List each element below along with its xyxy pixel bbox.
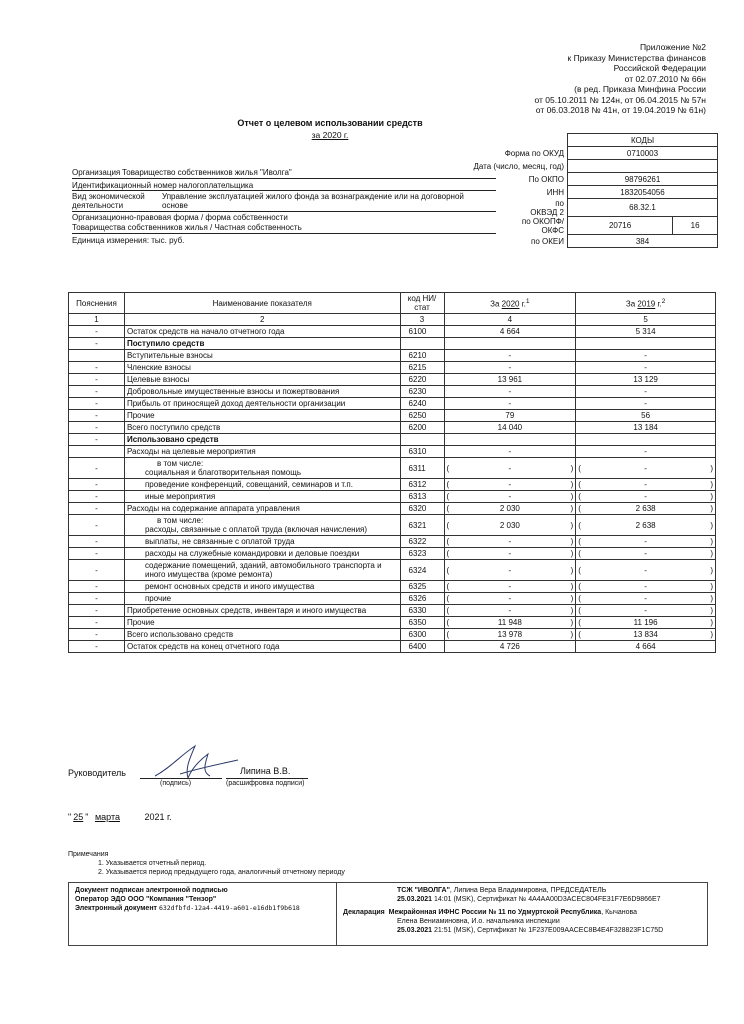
value-2020: ( 2 030 ) [444, 503, 576, 515]
row-note: - [69, 410, 125, 422]
row-note: - [69, 641, 125, 653]
row-note [69, 446, 125, 458]
value-2020: ( - ) [444, 581, 576, 593]
edo-signature-box [68, 882, 708, 946]
row-code: 6400 [400, 641, 444, 653]
row-code: 6325 [400, 581, 444, 593]
value-2019: ( - ) [576, 491, 716, 503]
value-2020: 13 961 [444, 374, 576, 386]
row-note: - [69, 629, 125, 641]
row-note: - [69, 362, 125, 374]
table-row [69, 326, 716, 338]
row-note: - [69, 593, 125, 605]
value-2020: 79 [444, 410, 576, 422]
row-name: Целевые взносы [124, 374, 400, 386]
okopf-label: по ОКОПФ/ ОКФС [521, 216, 564, 235]
note-1: 1. Указывается отчетный период. [98, 860, 207, 867]
edo-doc-id: Электронный документ 632dfbfd-12a4-4419-a601-e16db1f9b618 [75, 904, 300, 912]
row-name: Прочие [124, 617, 400, 629]
value-2019 [576, 338, 716, 350]
row-name: Использовано средств [124, 434, 400, 446]
row-code: 6100 [400, 326, 444, 338]
row-code: 6210 [400, 350, 444, 362]
row-code [400, 434, 444, 446]
value-2020: - [444, 362, 576, 374]
okved-label: по ОКВЭД 2 [530, 198, 564, 217]
table-row [69, 605, 716, 617]
row-code: 6350 [400, 617, 444, 629]
value-2020: ( 11 948 ) [444, 617, 576, 629]
row-note: - [69, 617, 125, 629]
table-row [69, 338, 716, 350]
value-2020: - [444, 386, 576, 398]
edo-signer-1: ТСЖ "ИВОЛГА", Липина Вера Владимировна, ПРЕДСЕДАТЕЛЬ [397, 887, 607, 894]
value-2020: ( - ) [444, 458, 576, 479]
okud-code: 0710003 [568, 147, 718, 160]
value-2020: ( 2 030 ) [444, 515, 576, 536]
row-name: в том числе: социальная и благотворительная помощь [124, 458, 400, 479]
row-name: Остаток средств на начало отчетного года [124, 326, 400, 338]
note-2: 2. Указывается период предыдущего года, аналогичный отчетному периоду [98, 869, 345, 876]
row-name: Всего использовано средств [124, 629, 400, 641]
value-2019: ( 2 638 ) [576, 503, 716, 515]
row-code: 6310 [400, 446, 444, 458]
row-name: прочие [124, 593, 400, 605]
value-2020: - [444, 350, 576, 362]
header-line: от 06.03.2018 № 41н, от 19.04.2019 № 61н) [535, 105, 706, 115]
row-note: - [69, 536, 125, 548]
codes-header: КОДЫ [568, 134, 718, 147]
col-2020: За 2020 г.$^1$ [444, 293, 576, 314]
row-note: - [69, 458, 125, 479]
row-note: - [69, 581, 125, 593]
value-2020 [444, 434, 576, 446]
row-name: расходы на служебные командировки и деловые поездки [124, 548, 400, 560]
table-row [69, 386, 716, 398]
row-note: - [69, 422, 125, 434]
org-value: Товарищество собственников жилья "Иволга" [122, 168, 292, 177]
value-2019: ( - ) [576, 458, 716, 479]
col-notes: Пояснения [69, 293, 125, 314]
row-code: 6240 [400, 398, 444, 410]
value-2020: ( - ) [444, 605, 576, 617]
row-code: 6250 [400, 410, 444, 422]
value-2019: - [576, 398, 716, 410]
table-row [69, 641, 716, 653]
row-name: Всего поступило средств [124, 422, 400, 434]
unit-label: Единица измерения: тыс. руб. [72, 236, 185, 245]
value-2019: - [576, 446, 716, 458]
notes [68, 850, 345, 877]
table-row [69, 374, 716, 386]
row-code [400, 338, 444, 350]
table-row [69, 410, 716, 422]
row-code: 6313 [400, 491, 444, 503]
edo-signer-1-date: 25.03.2021 14:01 (MSK), Сертификат № 4A4AA00D3ACEC804FE31F7E6D9866E7 [397, 896, 661, 903]
row-code: 6330 [400, 605, 444, 617]
row-name: Расходы на содержание аппарата управления [124, 503, 400, 515]
inn-code: 1832054056 [568, 186, 718, 199]
okpo-label: По ОКПО [528, 174, 564, 184]
value-2020: - [444, 398, 576, 410]
value-2019: ( 13 834 ) [576, 629, 716, 641]
value-2020: 14 040 [444, 422, 576, 434]
table-row [69, 581, 716, 593]
row-code: 6230 [400, 386, 444, 398]
table-row [69, 548, 716, 560]
table-row [69, 479, 716, 491]
row-note: - [69, 479, 125, 491]
okved-code: 68.32.1 [568, 199, 718, 217]
table-header-row [69, 293, 716, 314]
value-2020: ( - ) [444, 479, 576, 491]
row-code: 6200 [400, 422, 444, 434]
row-code: 6320 [400, 503, 444, 515]
row-name: Приобретение основных средств, инвентаря и иного имущества [124, 605, 400, 617]
col-name: Наименование показателя [124, 293, 400, 314]
edo-signer-2: Декларация Межрайонная ИФНС России № 11 по Удмуртской Республика, Кычанова [343, 909, 638, 916]
table-row [69, 515, 716, 536]
value-2020: ( - ) [444, 548, 576, 560]
inn-full-label: Идентификационный номер налогоплательщика [72, 181, 254, 190]
value-2019: ( - ) [576, 479, 716, 491]
value-2020: ( - ) [444, 560, 576, 581]
row-name: Вступительные взносы [124, 350, 400, 362]
header-line: от 05.10.2011 № 124н, от 06.04.2015 № 57н [534, 94, 706, 105]
header-line: от 02.07.2010 № 66н [624, 73, 706, 84]
table-row [69, 350, 716, 362]
row-code: 6215 [400, 362, 444, 374]
value-2019: ( - ) [576, 548, 716, 560]
row-note: - [69, 548, 125, 560]
value-2019: ( - ) [576, 560, 716, 581]
value-2019 [576, 434, 716, 446]
sign-date: " 25 " марта 2021 г. [68, 812, 172, 822]
value-2019: 13 184 [576, 422, 716, 434]
value-2020: - [444, 446, 576, 458]
table-number-row: 1 2 3 4 5 [69, 314, 716, 326]
row-name: Расходы на целевые мероприятия [124, 446, 400, 458]
org-label: Организация [72, 168, 121, 177]
row-code: 6311 [400, 458, 444, 479]
table-row [69, 503, 716, 515]
edo-signed: Документ подписан электронной подписью [75, 887, 228, 894]
value-2019: 56 [576, 410, 716, 422]
inn-label: ИНН [546, 187, 564, 197]
col-code: код НИ/ стат [400, 293, 444, 314]
table-row [69, 593, 716, 605]
value-2019: 5 314 [576, 326, 716, 338]
signer-name: Липина В.В. [240, 766, 291, 776]
row-code: 6220 [400, 374, 444, 386]
value-2019: ( - ) [576, 536, 716, 548]
row-name: выплаты, не связанные с оплатой труда [124, 536, 400, 548]
row-note: - [69, 326, 125, 338]
row-name: Добровольные имущественные взносы и пожертвования [124, 386, 400, 398]
table-row [69, 398, 716, 410]
edo-signer-2-name: Елена Вениаминовна, И.о. начальника инспекции [397, 918, 560, 925]
header-line: Приложение №2 [639, 42, 706, 52]
sign-caption: (подпись) [160, 780, 192, 787]
value-2019: - [576, 362, 716, 374]
report-table [68, 292, 716, 653]
table-row [69, 446, 716, 458]
row-name: Поступило средств [124, 338, 400, 350]
row-name: Прочие [124, 410, 400, 422]
row-name: проведение конференций, совещаний, семинаров и т.п. [124, 479, 400, 491]
row-note: - [69, 503, 125, 515]
table-row [69, 617, 716, 629]
date-label: Дата (число, месяц, год) [473, 161, 564, 171]
row-note: - [69, 398, 125, 410]
row-note: - [69, 434, 125, 446]
row-note: - [69, 338, 125, 350]
okei-label: по ОКЕИ [531, 236, 564, 246]
row-code: 6321 [400, 515, 444, 536]
table-row [69, 422, 716, 434]
row-code: 6326 [400, 593, 444, 605]
row-note: - [69, 491, 125, 503]
report-title: Отчет о целевом использовании средств [237, 118, 423, 128]
okopf-code: 20716 [568, 217, 673, 235]
form-label: Организационно-правовая форма / форма собственности [72, 213, 288, 222]
row-name: содержание помещений, зданий, автомобильного транспорта и иного имущества (кроме ремонта) [124, 560, 400, 581]
value-2020 [444, 338, 576, 350]
value-2020: ( - ) [444, 593, 576, 605]
header-line: Российской Федерации [613, 63, 706, 73]
row-note: - [69, 515, 125, 536]
value-2019: 4 664 [576, 641, 716, 653]
row-note: - [69, 386, 125, 398]
activity-label: Вид экономической деятельности [72, 192, 145, 210]
okud-label: Форма по ОКУД [504, 148, 564, 158]
activity-value: Управление эксплуатацией жилого фонда за вознаграждение или на договорной основе [162, 192, 464, 210]
okpo-code: 98796261 [568, 173, 718, 186]
report-period: за 2020 г. [311, 130, 349, 140]
table-row [69, 434, 716, 446]
row-name: ремонт основных средств и иного имущества [124, 581, 400, 593]
row-name: иные мероприятия [124, 491, 400, 503]
table-row [69, 491, 716, 503]
row-note: - [69, 374, 125, 386]
value-2020: ( - ) [444, 536, 576, 548]
value-2019: 13 129 [576, 374, 716, 386]
edo-operator: Оператор ЭДО ООО "Компания "Тензор" [75, 896, 217, 903]
row-name: в том числе: расходы, связанные с оплатой труда (включая начисления) [124, 515, 400, 536]
row-code: 6322 [400, 536, 444, 548]
value-2020: ( 13 978 ) [444, 629, 576, 641]
value-2019: ( 11 196 ) [576, 617, 716, 629]
decode-caption: (расшифровка подписи) [226, 780, 305, 787]
order-reference [535, 42, 706, 116]
row-code: 6300 [400, 629, 444, 641]
value-2019: ( 2 638 ) [576, 515, 716, 536]
table-row [69, 458, 716, 479]
row-name: Прибыль от приносящей доход деятельности организации [124, 398, 400, 410]
row-name: Остаток средств на конец отчетного года [124, 641, 400, 653]
value-2020: ( - ) [444, 491, 576, 503]
row-note [69, 350, 125, 362]
row-note: - [69, 560, 125, 581]
edo-signer-2-date: 25.03.2021 21:51 (MSK), Сертификат № 1F237E009AACEC8B4E4F328823F1C75D [397, 927, 664, 934]
row-note: - [69, 605, 125, 617]
table-row [69, 536, 716, 548]
row-code: 6323 [400, 548, 444, 560]
okfs-code: 16 [673, 217, 718, 235]
value-2019: ( - ) [576, 593, 716, 605]
table-row [69, 362, 716, 374]
date-code [568, 160, 718, 173]
col-2019: За 2019 г.$^2$ [576, 293, 716, 314]
row-code: 6324 [400, 560, 444, 581]
value-2020: 4 726 [444, 641, 576, 653]
row-code: 6312 [400, 479, 444, 491]
value-2019: - [576, 350, 716, 362]
value-2020: 4 664 [444, 326, 576, 338]
form-value: Товарищества собственников жилья / Частная собственность [72, 223, 302, 232]
value-2019: ( - ) [576, 605, 716, 617]
row-name: Членские взносы [124, 362, 400, 374]
table-row [69, 629, 716, 641]
table-row [69, 560, 716, 581]
okei-code: 384 [568, 235, 718, 248]
value-2019: ( - ) [576, 581, 716, 593]
header-line: к Приказу Министерства финансов [567, 52, 706, 63]
header-line: (в ред. Приказа Минфина России [574, 84, 706, 94]
signature-role: Руководитель [68, 768, 126, 778]
value-2019: - [576, 386, 716, 398]
notes-title: Примечания [68, 851, 109, 858]
